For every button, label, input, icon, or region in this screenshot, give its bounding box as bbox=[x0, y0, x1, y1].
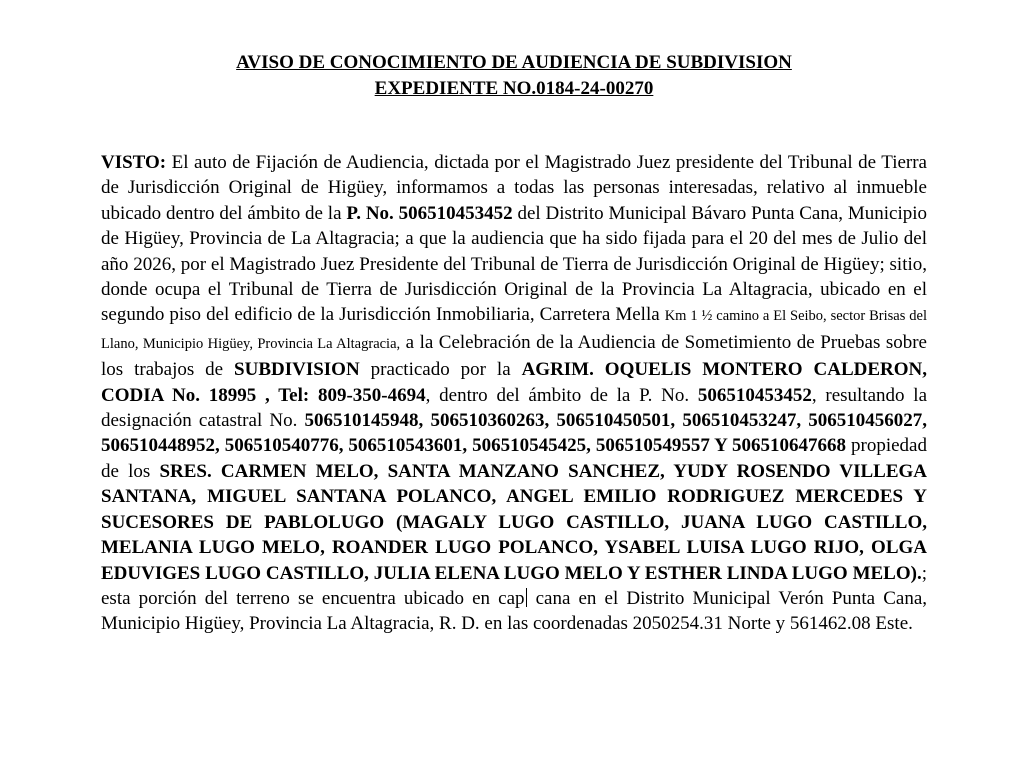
body-text-segment: , resultando la designación catastral No. bbox=[101, 384, 927, 432]
owners-list: SRES. CARMEN MELO, SANTA MANZANO SANCHEZ, YUDY ROSENDO VILLEGA SANTANA, MIGUEL SANTANA POLANCO, ANGEL EMILIO RODRIGUEZ MERCEDES Y SUCESORES DE PABLOLUGO (MAGALY LUGO CASTILLO, JUANA LUGO CASTILLO, MELANIA LUGO MELO, ROANDER LUGO POLANCO, YSABEL LUISA LUGO RIJO, OLGA EDUVIGES LUGO CASTILLO, JULIA ELENA LUGO MELO Y ESTHER LINDA LUGO MELO). bbox=[101, 460, 928, 584]
text-cursor bbox=[526, 588, 527, 607]
case-number-line: EXPEDIENTE NO.0184-24-00270 bbox=[374, 78, 654, 99]
visto-label: VISTO: bbox=[101, 152, 167, 173]
body-text-segment: cana en el Distrito Municipal Verón Punta Cana, Municipio Higüey, Provincia La Altagracia, R. D. en las coordenadas 2050254.31 Norte y 561462.08 Este. bbox=[101, 587, 927, 635]
notice-title-line: AVISO DE CONOCIMIENTO DE AUDIENCIA DE SUBDIVISION bbox=[236, 52, 792, 73]
body-text-segment: El auto de Fijación de Audiencia, dictada por el Magistrado Juez presidente del Tribunal de Tierra de Jurisdicción Original de Higüey, informamos a todas las personas interesadas, relativo al inmueble ubicado dentro del ámbito de la bbox=[101, 152, 927, 224]
body-text-segment: , dentro del ámbito de la P. No. bbox=[425, 384, 698, 406]
body-text-segment: a la Celebración de la Audiencia de Sometimiento de Pruebas sobre los trabajos de bbox=[101, 331, 927, 381]
document bbox=[101, 50, 927, 637]
body-text-segment: ; esta porción del terreno se encuentra ubicado en cap bbox=[101, 562, 927, 609]
address-text: Km 1 ½ camino a El Seibo, sector Brisas del Llano, Municipio Higüey, Provincia La Altagracia, bbox=[101, 308, 927, 352]
parcel-number-repeat: 506510453452 bbox=[697, 384, 812, 406]
body-text-segment: del Distrito Municipal Bávaro Punta Cana, Municipio de Higüey, Provincia de La Altagracia; a que la audiencia que ha sido fijada para el 20 del mes de Julio del año 2026, por el Magistrado Juez Presidente del Tribunal de Tierra de Jurisdicción Original de Higüey; sitio, donde ocupa el Tribunal de Tierra de Jurisdicción Original de la Provincia La Altagracia, ubicado en el segundo piso del edificio de la Jurisdicción Inmobiliaria, Carretera Mella bbox=[101, 202, 928, 326]
notice-body bbox=[101, 150, 927, 637]
cadastral-designations: 506510145948, 506510360263, 506510450501, 506510453247, 506510456027, 506510448952, 506510540776, 506510543601, 506510545425, 506510549557 Y 506510647668 bbox=[101, 410, 928, 457]
work-type: SUBDIVISION bbox=[234, 359, 360, 381]
body-text-segment: practicado por la bbox=[359, 359, 522, 381]
body-text-segment: propiedad de los bbox=[101, 435, 927, 482]
notice-title bbox=[101, 50, 927, 102]
parcel-number: P. No. 506510453452 bbox=[346, 202, 513, 224]
surveyor-info: AGRIM. OQUELIS MONTERO CALDERON, CODIA No. 18995 , Tel: 809-350-4694 bbox=[101, 359, 927, 406]
